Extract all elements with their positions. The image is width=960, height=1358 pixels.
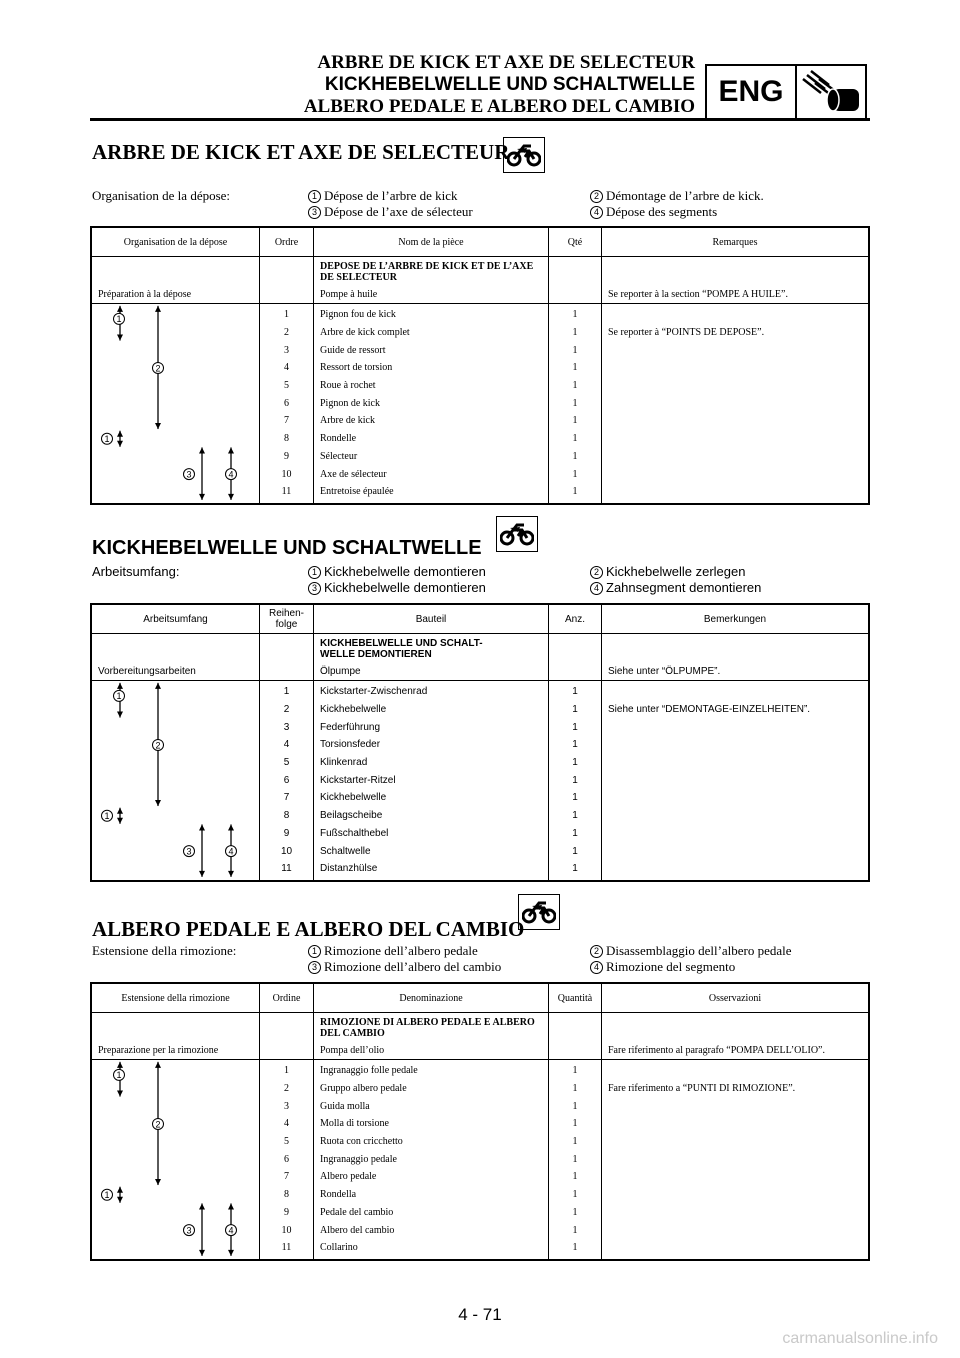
table-cell xyxy=(602,1221,868,1239)
table-cell: 1 xyxy=(572,468,578,480)
table-cell: 1 xyxy=(572,1153,578,1165)
table-cell: 4 xyxy=(284,362,289,374)
column-header: Denominazione xyxy=(314,984,549,1012)
arrow-head xyxy=(155,423,161,429)
table-cell: Guide de ressort xyxy=(320,344,386,356)
table-cell: Axe de sélecteur xyxy=(320,468,387,480)
table-cell: 1 xyxy=(572,845,578,857)
table-cell: 1 xyxy=(572,774,578,786)
section-title: ARBRE DE KICK ET AXE DE SELECTEUR xyxy=(92,140,510,164)
table-cell: Fußschalthebel xyxy=(320,827,389,839)
table-cell: 1 xyxy=(284,309,289,321)
table-cell: 1 xyxy=(572,450,578,462)
table-cell xyxy=(602,394,868,412)
table-cell: 7 xyxy=(284,415,289,427)
table-cell xyxy=(602,1150,868,1168)
marker-2: 2 xyxy=(590,945,603,958)
table-cell: 10 xyxy=(280,845,293,857)
table-cell xyxy=(602,377,868,395)
table-cell xyxy=(602,842,868,860)
column-header: Ordre xyxy=(260,228,314,256)
table-cell: 4 xyxy=(283,739,290,751)
marker-4: 4 xyxy=(590,582,603,595)
table-cell: Rondelle xyxy=(320,433,357,445)
arrow-head xyxy=(155,1062,161,1068)
table-cell: 1 xyxy=(572,397,578,409)
parts-table xyxy=(90,603,870,882)
table-cell xyxy=(602,359,868,377)
header-title-fr: ARBRE DE KICK ET AXE DE SELECTEUR xyxy=(317,52,695,73)
arrow-head xyxy=(155,683,161,689)
marker-label: 1 xyxy=(104,1190,110,1201)
sequence-arrows xyxy=(92,1060,259,1259)
arrow-head xyxy=(117,808,123,814)
table-cell: Sélecteur xyxy=(320,450,358,462)
arrow-head xyxy=(117,335,123,341)
table-cell xyxy=(602,1133,868,1151)
table-cell: 7 xyxy=(284,1171,289,1183)
table-cell xyxy=(602,771,868,789)
table-cell xyxy=(602,430,868,448)
table-header xyxy=(92,984,868,1013)
table-cell xyxy=(602,448,868,466)
table-cell: Pignon fou de kick xyxy=(320,309,396,321)
scope-item: 1 Dépose de l’arbre de kick xyxy=(308,188,458,204)
marker-label: 1 xyxy=(104,811,110,822)
parts-table xyxy=(90,982,870,1261)
marker-label: 1 xyxy=(116,1070,122,1081)
eng-label: ENG xyxy=(707,66,797,118)
table-cell: 1 xyxy=(572,757,578,769)
arrow-head xyxy=(117,1197,123,1203)
table-cell: Kickstarter-Ritzel xyxy=(320,774,396,786)
table-cell: Se reporter à “POINTS DE DEPOSE”. xyxy=(608,327,765,339)
arrow-head xyxy=(199,1203,205,1209)
table-cell: 1 xyxy=(572,344,578,356)
table-cell: 1 xyxy=(572,1118,578,1130)
table-cell: 1 xyxy=(572,1065,578,1077)
table-cell xyxy=(602,1204,868,1222)
column-header: Quantità xyxy=(549,984,602,1012)
table-cell: 1 xyxy=(572,1100,578,1112)
table-cell: 5 xyxy=(283,757,290,769)
arrow-head xyxy=(117,1091,123,1097)
table-cell: 1 xyxy=(572,415,578,427)
table-cell: 1 xyxy=(572,739,578,751)
column-header: Anz. xyxy=(549,605,602,633)
table-cell: 3 xyxy=(284,344,289,356)
motorcycle-icon xyxy=(503,137,545,173)
table-cell: 3 xyxy=(284,1100,289,1112)
marker-label: 1 xyxy=(116,691,122,702)
scope-label: Organisation de la dépose: xyxy=(92,188,231,203)
table-cell: Gruppo albero pedale xyxy=(320,1083,407,1095)
column-header: Estensione della rimozione xyxy=(92,984,260,1012)
column-header: Osservazioni xyxy=(708,992,762,1004)
scope-item: 1 Rimozione dell’albero pedale xyxy=(308,943,478,959)
marker-1: 1 xyxy=(308,566,321,579)
marker-label: 3 xyxy=(186,1225,192,1236)
marker-label: 4 xyxy=(228,1225,234,1236)
column-header: Ordine xyxy=(260,984,314,1012)
arrow-head xyxy=(117,712,123,718)
table-cell: 7 xyxy=(283,792,290,804)
table-cell: 6 xyxy=(284,1153,289,1165)
table-cell: Arbre de kick complet xyxy=(320,327,410,339)
table-cell: 1 xyxy=(572,721,578,733)
scope-item: 3 Dépose de l’axe de sélecteur xyxy=(308,204,473,220)
table-cell: 1 xyxy=(572,309,578,321)
marker-label: 4 xyxy=(228,469,234,480)
marker-label: 3 xyxy=(186,469,192,480)
table-cell: 1 xyxy=(572,1242,578,1254)
scope-item: 1 Kickhebelwelle demontieren xyxy=(308,564,486,579)
table-cell: 1 xyxy=(572,827,578,839)
prep-remark: Siehe unter “ÖLPUMPE”. xyxy=(608,666,721,677)
table-cell: 1 xyxy=(572,380,578,392)
table-cell: 9 xyxy=(283,827,290,839)
table-cell xyxy=(602,483,868,501)
arrow-head xyxy=(117,818,123,824)
table-cell: Fare riferimento a “PUNTI DI RIMOZIONE”. xyxy=(608,1083,796,1095)
scope-item: 2 Kickhebelwelle zerlegen xyxy=(590,564,745,579)
arrow-head xyxy=(117,1062,123,1068)
removal-scope xyxy=(92,188,872,222)
table-cell: 1 xyxy=(284,1065,289,1077)
table-cell: 8 xyxy=(284,1189,289,1201)
section-title: KICKHEBELWELLE UND SCHALTWELLE xyxy=(92,537,482,559)
scope-item: 2 Disassemblaggio dell’albero pedale xyxy=(590,943,792,959)
column-header: Qté xyxy=(549,228,602,256)
table-cell: Schaltwelle xyxy=(320,845,371,857)
table-cell: Ingranaggio pedale xyxy=(320,1153,397,1165)
table-cell: 1 xyxy=(572,1136,578,1148)
column-header: Bauteil xyxy=(314,605,549,633)
table-cell: Distanzhülse xyxy=(320,863,378,875)
column-header: Remarques xyxy=(712,236,758,248)
prep-label: Vorbereitungsarbeiten xyxy=(98,666,196,677)
table-cell xyxy=(602,789,868,807)
sequence-arrows xyxy=(92,304,259,503)
table-cell: Ruota con cricchetto xyxy=(320,1136,403,1148)
table-cell xyxy=(602,341,868,359)
watermark: carmanualsonline.info xyxy=(782,1330,938,1347)
removal-scope xyxy=(92,943,872,977)
table-cell: 1 xyxy=(572,362,578,374)
scope-item: 3 Kickhebelwelle demontieren xyxy=(308,580,486,595)
scope-item: 4 Dépose des segments xyxy=(590,204,717,220)
arrow-head xyxy=(199,447,205,453)
table-cell: Arbre de kick xyxy=(320,415,375,427)
marker-1: 1 xyxy=(308,190,321,203)
table-cell: 1 xyxy=(572,704,578,716)
arrow-head xyxy=(228,824,234,830)
arrow-head xyxy=(228,1250,234,1256)
table-cell: 11 xyxy=(281,1242,292,1254)
table-header xyxy=(92,228,868,257)
marker-1: 1 xyxy=(308,945,321,958)
marker-label: 2 xyxy=(155,1119,161,1130)
table-cell: 11 xyxy=(281,863,292,875)
arrow-head xyxy=(199,1250,205,1256)
table-cell: Kickhebelwelle xyxy=(320,704,387,716)
table-cell: 2 xyxy=(284,1083,289,1095)
table-cell: 3 xyxy=(283,721,290,733)
table-cell xyxy=(602,412,868,430)
table-cell: Albero pedale xyxy=(320,1171,377,1183)
table-cell: Collarino xyxy=(320,1242,358,1254)
table-cell xyxy=(602,825,868,843)
arrow-head xyxy=(155,1179,161,1185)
arrow-head xyxy=(117,306,123,312)
column-header: Reihen- folge xyxy=(260,605,314,633)
engine-badge xyxy=(705,64,867,120)
table-cell: Roue à rochet xyxy=(320,380,376,392)
table-cell xyxy=(602,1239,868,1257)
arrow-head xyxy=(155,800,161,806)
table-cell xyxy=(602,1186,868,1204)
marker-label: 3 xyxy=(186,846,192,857)
procedure-title: DEPOSE DE L’ARBRE DE KICK ET DE L’AXE DE SELECTEUR xyxy=(320,261,534,283)
table-cell: Ressort de torsion xyxy=(320,362,393,374)
table-cell: Rondella xyxy=(320,1189,357,1201)
prep-part: Pompa dell’olio xyxy=(320,1045,385,1056)
prep-part: Ölpumpe xyxy=(320,666,361,677)
table-body xyxy=(92,1060,868,1259)
table-cell: 1 xyxy=(572,486,578,498)
table-cell: 9 xyxy=(284,1206,289,1218)
prep-remark: Se reporter à la section “POMPE A HUILE”. xyxy=(608,289,788,300)
table-cell xyxy=(602,754,868,772)
table-cell: 2 xyxy=(283,704,290,716)
scope-item: 2 Démontage de l’arbre de kick. xyxy=(590,188,764,204)
table-cell xyxy=(602,465,868,483)
table-cell: 1 xyxy=(572,686,578,698)
marker-4: 4 xyxy=(590,206,603,219)
table-cell: 1 xyxy=(572,1171,578,1183)
table-cell xyxy=(602,807,868,825)
table-cell: Kickhebelwelle xyxy=(320,792,387,804)
scope-item: 3 Rimozione dell’albero del cambio xyxy=(308,959,501,975)
arrow-head xyxy=(199,824,205,830)
table-cell: 1 xyxy=(572,1083,578,1095)
arrow-head xyxy=(228,871,234,877)
engine-spring-icon xyxy=(797,66,865,118)
marker-2: 2 xyxy=(590,566,603,579)
arrow-head xyxy=(199,494,205,500)
marker-label: 2 xyxy=(155,363,161,374)
arrow-head xyxy=(117,1187,123,1193)
table-cell: Albero del cambio xyxy=(320,1224,395,1236)
arrow-head xyxy=(228,447,234,453)
table-cell: 10 xyxy=(281,468,292,480)
table-cell xyxy=(602,860,868,878)
marker-label: 4 xyxy=(228,846,234,857)
table-cell xyxy=(602,306,868,324)
marker-3: 3 xyxy=(308,206,321,219)
table-cell: 1 xyxy=(572,433,578,445)
table-cell: Torsionsfeder xyxy=(320,739,381,751)
table-cell: Guida molla xyxy=(320,1100,370,1112)
table-cell: 1 xyxy=(572,792,578,804)
table-cell: 1 xyxy=(572,1189,578,1201)
marker-3: 3 xyxy=(308,582,321,595)
header-titles xyxy=(304,52,695,118)
table-cell: Kickstarter-Zwischenrad xyxy=(320,686,428,698)
parts-table xyxy=(90,226,870,505)
arrow-head xyxy=(117,441,123,447)
column-header: Bemerkungen xyxy=(703,613,767,625)
scope-item: 4 Zahnsegment demontieren xyxy=(590,580,761,595)
table-cell xyxy=(602,718,868,736)
arrow-head xyxy=(117,431,123,437)
preparation-row xyxy=(92,257,868,304)
column-header: Organisation de la dépose xyxy=(92,228,260,256)
table-cell: 4 xyxy=(284,1118,289,1130)
table-cell: 5 xyxy=(284,380,289,392)
table-cell xyxy=(602,736,868,754)
table-cell: 5 xyxy=(284,1136,289,1148)
table-cell xyxy=(602,1168,868,1186)
motorcycle-icon xyxy=(518,894,560,930)
arrow-head xyxy=(199,871,205,877)
table-cell: 6 xyxy=(284,397,289,409)
marker-label: 2 xyxy=(155,740,161,751)
scope-label: Arbeitsumfang: xyxy=(92,564,180,579)
table-cell: 10 xyxy=(281,1224,292,1236)
table-cell: Entretoise épaulée xyxy=(320,486,394,498)
page-number: 4 - 71 xyxy=(458,1305,502,1324)
procedure-title: RIMOZIONE DI ALBERO PEDALE E ALBERO DEL CAMBIO xyxy=(320,1017,535,1039)
prep-label: Préparation à la dépose xyxy=(98,289,192,300)
column-header: Nom de la pièce xyxy=(314,228,549,256)
marker-3: 3 xyxy=(308,961,321,974)
table-cell: 8 xyxy=(284,433,289,445)
table-cell: 8 xyxy=(283,810,290,822)
table-cell: 1 xyxy=(283,686,290,698)
table-cell xyxy=(602,1062,868,1080)
prep-label: Preparazione per la rimozione xyxy=(98,1045,219,1056)
column-header: Arbeitsumfang xyxy=(92,605,260,633)
table-body xyxy=(92,681,868,880)
prep-part: Pompe à huile xyxy=(320,289,378,300)
marker-2: 2 xyxy=(590,190,603,203)
table-cell: Beilagscheibe xyxy=(320,810,383,822)
table-cell: Klinkenrad xyxy=(320,757,368,769)
table-cell: 1 xyxy=(572,1206,578,1218)
table-cell: 2 xyxy=(284,327,289,339)
header-title-de: KICKHEBELWELLE UND SCHALTWELLE xyxy=(324,74,695,95)
table-cell: 6 xyxy=(283,774,290,786)
removal-scope xyxy=(92,564,872,598)
arrow-head xyxy=(155,306,161,312)
table-cell xyxy=(602,683,868,701)
table-cell: Molla di torsione xyxy=(320,1118,389,1130)
header-rule xyxy=(90,118,870,121)
table-body xyxy=(92,304,868,503)
table-cell: 1 xyxy=(572,1224,578,1236)
section-title: ALBERO PEDALE E ALBERO DEL CAMBIO xyxy=(92,917,525,941)
table-header xyxy=(92,605,868,634)
arrow-head xyxy=(228,1203,234,1209)
table-cell: Pignon de kick xyxy=(320,397,380,409)
table-cell: 9 xyxy=(284,450,289,462)
preparation-row xyxy=(92,1013,868,1060)
procedure-title: KICKHEBELWELLE UND SCHALT- WELLE DEMONTIEREN xyxy=(320,638,483,660)
preparation-row xyxy=(92,634,868,681)
marker-label: 1 xyxy=(116,314,122,325)
table-cell: 1 xyxy=(572,810,578,822)
motorcycle-icon xyxy=(496,516,538,552)
table-cell: Siehe unter “DEMONTAGE-EINZELHEITEN”. xyxy=(608,704,811,716)
sequence-arrows xyxy=(92,681,259,880)
table-cell: 1 xyxy=(572,863,578,875)
table-cell: 11 xyxy=(281,486,292,498)
table-cell: Ingranaggio folle pedale xyxy=(320,1065,418,1077)
scope-label: Estensione della rimozione: xyxy=(92,943,237,958)
prep-remark: Fare riferimento al paragrafo “POMPA DELL’OLIO”. xyxy=(608,1045,825,1056)
marker-4: 4 xyxy=(590,961,603,974)
table-cell: Federführung xyxy=(320,721,381,733)
table-cell: Pedale del cambio xyxy=(320,1206,394,1218)
table-cell xyxy=(602,1115,868,1133)
arrow-head xyxy=(228,494,234,500)
scope-item: 4 Rimozione del segmento xyxy=(590,959,735,975)
arrow-head xyxy=(117,683,123,689)
marker-label: 1 xyxy=(104,434,110,445)
table-cell: 1 xyxy=(572,327,578,339)
header-title-it: ALBERO PEDALE E ALBERO DEL CAMBIO xyxy=(303,96,695,117)
table-cell xyxy=(602,1097,868,1115)
